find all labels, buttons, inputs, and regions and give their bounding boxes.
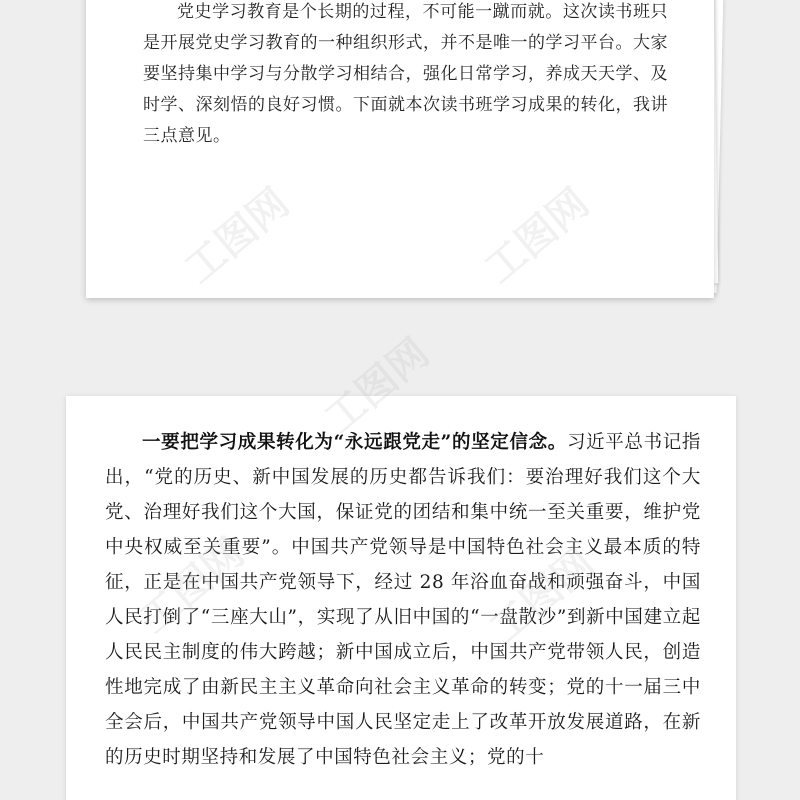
watermark: 工图网 — [316, 329, 438, 443]
top-card-paragraph: 党史学习教育是个长期的过程，不可能一蹴而就。这次读书班只是开展党史学习教育的一种组织形式，并不是唯一的学习平台。大家要坚持集中学习与分散学习相结合，强化日常学习，养成天天学、及时学、深刻悟的良好习惯。下面就本次读书班学习成果的转化，我讲三点意见。 — [143, 2, 668, 146]
main-card-paragraph — [105, 425, 701, 775]
section-body: 习近平总书记指出，“党的历史、新中国发展的历史都告诉我们：要治理好我们这个大党、治理好我们这个大国，保证党的团结和集中统一至关重要，维护党中央权威至关重要”。中国共产党领导是中国特色社会主义最本质的特征，正是在中国共产党领导下，经过 28 年浴血奋战和顽强奋斗，中国人民打倒了“三座大山”，实现了从旧中国的“一盘散沙”到新中国建立起人民民主制度的伟大跨越；新中国成立后，中国共产党带领人民，创造性地完成了由新民主主义革命向社会主义革命的转变；党的十一届三中全会后，中国共产党领导中国人民坚定走上了改革开放发展道路，在新的历史时期坚持和发展了中国特色社会主义；党的十 — [105, 432, 701, 768]
section-heading: 一要把学习成果转化为“永远跟党走”的坚定信念。 — [142, 432, 567, 453]
